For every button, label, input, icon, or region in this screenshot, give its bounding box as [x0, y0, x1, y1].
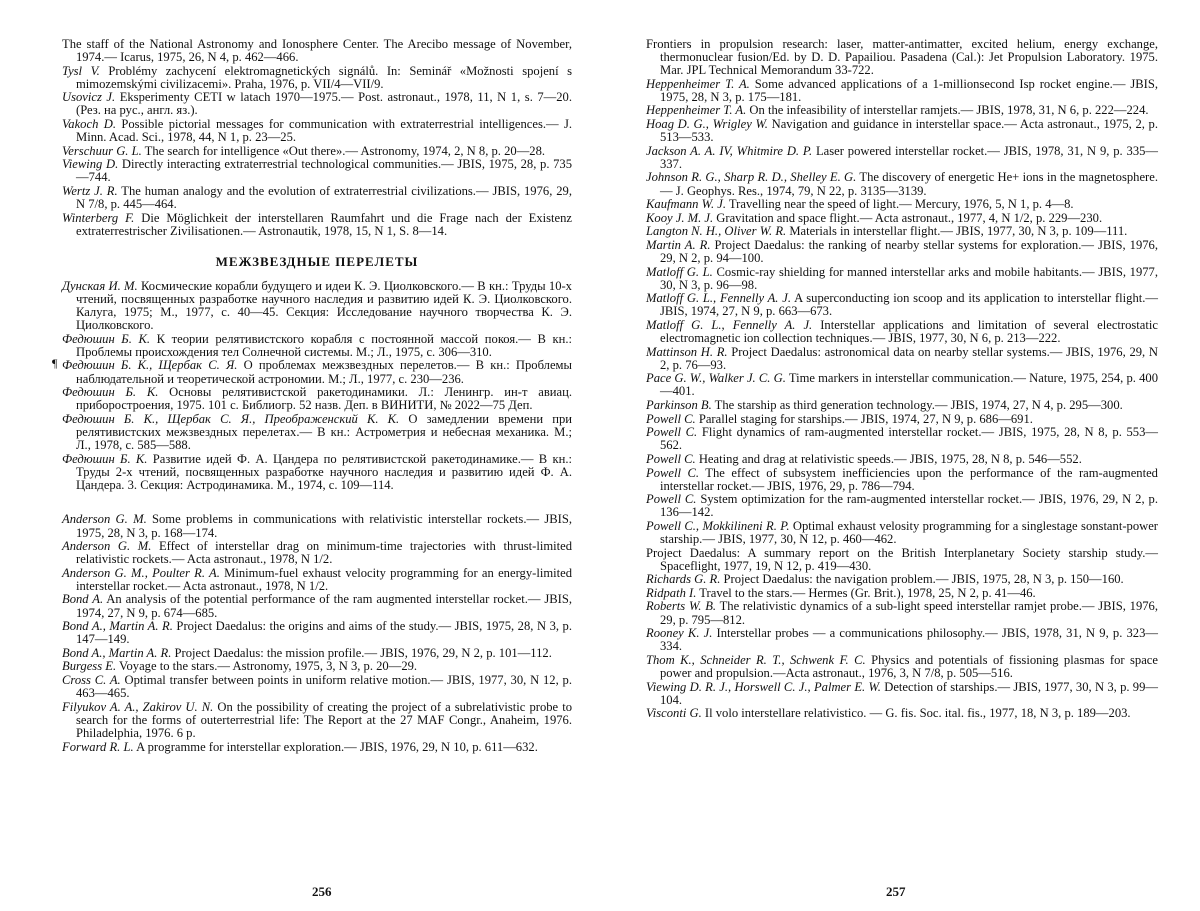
bibliography-entry — [646, 426, 1158, 452]
entry-author: Mattinson H. R. — [646, 344, 728, 359]
entry-author: Bond A. — [62, 592, 104, 607]
entry-author: Kooy J. M. J. — [646, 210, 714, 225]
entry-text: The search for intelligence «Out there».— Astronomy, 1974, 2, N 8, p. 20—28. — [141, 143, 546, 158]
bibliography-entry — [646, 372, 1158, 398]
bibliography-entry — [62, 212, 572, 238]
entry-author: Kaufmann W. J. — [646, 197, 726, 212]
entry-author: Powell C. — [646, 425, 698, 440]
bibliography-entry — [646, 467, 1158, 493]
entry-text: Physics and potentials of fissioning plasmas for space power and propulsion.—Acta astronaut., 1976, 3, N 7/8, p. 505—516. — [660, 652, 1158, 680]
bibliography-entry — [646, 453, 1158, 466]
bibliography-entry — [646, 118, 1158, 144]
entry-text: Project Daedalus: the ranking of nearby stellar systems for exploration.— JBIS, 1976, 29, N 2, p. 94—100. — [660, 237, 1158, 265]
entry-author: Федюшин Б. К. — [62, 451, 148, 466]
entry-text: System optimization for the ram-augmented interstellar rocket.— JBIS, 1976, 29, N 2, p. 136—142. — [660, 492, 1158, 520]
bibliography-entry — [646, 707, 1158, 720]
bibliography-entry — [62, 660, 572, 673]
bibliography-entry — [62, 185, 572, 211]
entry-author: Viewing D. R. J., Horswell C. J., Palmer E. W. — [646, 679, 881, 694]
entry-text: Die Möglichkeit der interstellaren Raumfahrt und die Frage nach der Existenz extraterrestrischer Zivilisationen.— Astronautik, 1978, 15, N 1, S. 8—14. — [76, 210, 572, 238]
bibliography-entry — [62, 91, 572, 117]
bibliography-entry — [62, 359, 572, 385]
entry-author: Powell C. — [646, 492, 697, 507]
entry-author: Winterberg F. — [62, 210, 135, 225]
entry-author: Matloff G. L. — [646, 264, 713, 279]
bibliography-entry — [646, 654, 1158, 680]
bibliography-entry — [62, 513, 572, 539]
bibliography-entry — [62, 567, 572, 593]
entry-text: Frontiers in propulsion research: laser, matter-antimatter, excited helium, energy exchange, thermonuclear fusion/Ed. by D. D. Papailiou. Pasadena (Cal.): Jet Propulsion Laboratory. 1975. Mar. JPL Technical Memorandum 33-722. — [646, 37, 1158, 78]
entry-author: Anderson G. M., Poulter R. A. — [62, 565, 220, 580]
entry-text: A superconducting ion scoop and its application to interstellar flight.— JBIS, 1974, 27, N 9, p. 663—673. — [660, 291, 1158, 319]
entry-text: Directly interacting extraterrestrial technological communities.— JBIS, 1975, 28, p. 735—744. — [76, 157, 573, 185]
entry-author: Powell C. — [646, 451, 696, 466]
left-page — [62, 38, 572, 754]
entry-text: Project Daedalus: A summary report on the British Interplanetary Society starship study.— Spaceflight, 1977, 19, N 12, p. 419—430. — [646, 545, 1158, 573]
entry-text: The relativistic dynamics of a sub-light speed interstellar ramjet probe.— JBIS, 1976, 29, p. 795—812. — [660, 599, 1158, 627]
bibliography-entry — [646, 627, 1158, 653]
bibliography-entry — [646, 225, 1158, 238]
entry-text: Interstellar applications and limitation of several electrostatic electromagnetic ion collection techniques.— JBIS, 1977, 30, N 6, p. 213—222. — [660, 317, 1158, 346]
entry-text: Il volo interstellare relativistico. — G. fis. Soc. ital. fis., 1977, 18, N 3, p. 189—203. — [701, 706, 1131, 721]
entry-author: Matloff G. L., Fennelly A. J. — [646, 317, 813, 332]
bibliography-entry — [646, 587, 1158, 600]
entry-author: Parkinson B. — [646, 398, 712, 413]
bibliography-entry — [62, 145, 572, 158]
bibliography-list-right — [646, 38, 1158, 720]
bibliography-entry — [646, 292, 1158, 318]
bibliography-entry — [62, 118, 572, 144]
entry-author: Johnson R. G., Sharp R. D., Shelley E. G. — [646, 170, 857, 185]
entry-text: Eksperimenty CETI w latach 1970—1975.— Post. astronaut., 1978, 11, N 1, s. 7—20. (Рез. на рус., англ. яз.). — [76, 90, 573, 118]
entry-text: Minimum-fuel exhaust velocity programming for an energy-limited interstellar rocket.— Acta astronaut., 1978, N 1/2. — [76, 565, 573, 593]
entry-text: An analysis of the potential performance of the ram augmented interstellar rocket.— JBIS, 1974, 27, N 9, p. 674—685. — [76, 592, 572, 620]
bibliography-entry — [646, 346, 1158, 372]
entry-text: Космические корабли будущего и идеи К. Э. Циолковского.— В кн.: Труды 10-х чтений, посвященных разработке научного наследия и развитию идей К. Э. Циолковского. Калуга, 1975; М., 1977, с. 40—45. Секция: Исследование научного творчества К. Э. Циолковского. — [76, 278, 572, 333]
entry-author: Richards G. R. — [646, 572, 721, 587]
entry-text: Voyage to the stars.— Astronomy, 1975, 3, N 3, p. 20—29. — [116, 659, 418, 674]
bibliography-entry — [62, 38, 572, 64]
bibliography-entry — [646, 600, 1158, 626]
entry-text: Project Daedalus: the origins and aims of the study.— JBIS, 1975, 28, N 3, p. 147—149. — [76, 619, 572, 647]
entry-author: Rooney K. J. — [646, 626, 713, 641]
entry-author: Martin A. R. — [646, 237, 711, 252]
bibliography-entry — [62, 540, 572, 566]
entry-text: Detection of starships.— JBIS, 1977, 30, N 3, p. 99—104. — [660, 679, 1158, 707]
bibliography-entry — [646, 681, 1158, 707]
bibliography-entry — [646, 319, 1158, 345]
entry-author: Pace G. W., Walker J. C. G. — [646, 371, 786, 386]
entry-text: Flight dynamics of ram-augmented interstellar rocket.— JBIS, 1975, 28, N 8, p. 553—562. — [660, 425, 1158, 453]
entry-text: Laser powered interstellar rocket.— JBIS, 1978, 31, N 9, p. 335—337. — [660, 143, 1159, 171]
bibliography-entry — [646, 104, 1158, 117]
bibliography-list-b — [62, 280, 572, 492]
entry-text: Effect of interstellar drag on minimum-time trajectories with thrust-limited relativistic rockets.— Acta astronaut., 1978, N 1/2. — [76, 539, 573, 567]
entry-author: Forward R. L. — [62, 739, 134, 754]
bibliography-entry — [62, 701, 572, 740]
bibliography-entry — [62, 741, 572, 754]
bibliography-entry — [62, 593, 572, 619]
entry-author: Burgess E. — [62, 659, 117, 674]
entry-author: Anderson G. M. — [62, 512, 147, 527]
margin-mark: ¶ — [52, 356, 58, 370]
bibliography-entry — [646, 38, 1158, 77]
entry-text: The discovery of energetic He+ ions in the magnetosphere.— J. Geophys. Res., 1974, 79, N 22, p. 3135—3139. — [660, 170, 1158, 198]
entry-author: Verschuur G. L. — [62, 143, 142, 158]
bibliography-list-c — [62, 513, 572, 753]
entry-author: Roberts W. B. — [646, 599, 717, 614]
bibliography-entry — [646, 212, 1158, 225]
bibliography-entry — [62, 65, 572, 91]
entry-author: Vakoch D. — [62, 117, 116, 132]
entry-author: Федюшин Б. К. — [62, 385, 159, 400]
entry-author: Федюшин Б. К., Щербак С. Я. — [62, 358, 238, 373]
entry-author: Hoag D. G., Wrigley W. — [646, 117, 768, 132]
bibliography-entry — [62, 333, 572, 359]
entry-author: Visconti G. — [646, 706, 702, 721]
entry-text: Optimal transfer between points in uniform relative motion.— JBIS, 1977, 30, N 12, p. 463—465. — [76, 673, 572, 701]
entry-text: Some advanced applications of a 1-millionsecond Isp rocket engine.— JBIS, 1975, 28, N 3, p. 175—181. — [660, 76, 1158, 104]
bibliography-entry — [646, 145, 1158, 171]
bibliography-entry — [646, 266, 1158, 292]
entry-text: Основы релятивистской ракетодинамики. Л.: Ленингр. ин-т авиац. приборостроения, 1975. 101 с. Библиогр. 52 назв. Деп. в ВИНИТИ, № 2022—75 Деп. — [76, 385, 572, 413]
entry-author: Федюшин Б. К., Щербак С. Я., Преображенский К. К. — [62, 411, 400, 426]
entry-author: Powell C. — [646, 411, 696, 426]
bibliography-entry — [646, 573, 1158, 586]
right-page — [646, 38, 1158, 721]
entry-author: Bond A., Martin A. R. — [62, 645, 172, 660]
entry-author: Heppenheimer T. A. — [646, 103, 747, 118]
bibliography-entry — [62, 280, 572, 332]
entry-author: Powell C., Mokkilineni R. P. — [646, 518, 790, 533]
entry-text: On the infeasibility of interstellar ramjets.— JBIS, 1978, 31, N 6, p. 222—224. — [746, 103, 1149, 118]
entry-author: Powell C. — [646, 465, 700, 480]
bibliography-entry — [646, 171, 1158, 197]
entry-text: Travelling near the speed of light.— Mercury, 1976, 5, N 1, p. 4—8. — [726, 197, 1074, 212]
entry-author: Дунская И. М. — [62, 278, 138, 293]
entry-author: Filyukov A. A., Zakirov U. N. — [62, 699, 214, 714]
entry-text: Cosmic-ray shielding for manned interstellar arks and mobile habitants.— JBIS, 1977, 30, N 3, p. 96—98. — [660, 264, 1158, 292]
bibliography-entry — [62, 674, 572, 700]
entry-text: Some problems in communications with relativistic interstellar rockets.— JBIS, 1975, 28, N 3, p. 168—174. — [76, 512, 572, 540]
entry-text: Project Daedalus: astronomical data on nearby stellar systems.— JBIS, 1976, 29, N 2, p. 76—93. — [660, 344, 1158, 372]
entry-text: Materials in interstellar flight.— JBIS, 1977, 30, N 3, p. 109—111. — [786, 224, 1128, 239]
bibliography-entry — [646, 493, 1158, 519]
entry-author: Usovicz J. — [62, 90, 116, 105]
entry-text: A programme for interstellar exploration.— JBIS, 1976, 29, N 10, p. 611—632. — [133, 739, 538, 754]
entry-text: The starship as third generation technology.— JBIS, 1974, 27, N 4, p. 295—300. — [711, 398, 1123, 413]
entry-text: Развитие идей Ф. А. Цандера по релятивистской ракетодинамике.— В кн.: Труды 2-х чтений, посвященных разработке научного наследия и развитию идей Ф. А. Цандера. 3. Секция: Астродинамика. М., 1974, с. 109—114. — [76, 451, 572, 492]
entry-text: О замедлении времени при релятивистских межзвездных перелетах.— В кн.: Астрометрия и небесная механика. М.; Л., 1978, с. 585—588. — [76, 411, 572, 453]
entry-text: Time markers in interstellar communication.— Nature, 1975, 254, p. 400—401. — [660, 371, 1158, 399]
entry-text: Project Daedalus: the navigation problem.— JBIS, 1975, 28, N 3, p. 150—160. — [720, 572, 1124, 587]
entry-author: Bond A., Martin A. R. — [62, 619, 173, 634]
entry-author: Thom K., Schneider R. T., Schwenk F. C. — [646, 652, 866, 667]
entry-text: The staff of the National Astronomy and Ionosphere Center. The Arecibo message of November, 1974.— Icarus, 1975, 26, N 4, p. 462—466. — [62, 37, 572, 65]
entry-author: Федюшин Б. К. — [62, 331, 150, 346]
entry-text: Optimal exhaust velosity programming for a singlestage sonstant-power starship.— JBIS, 1977, 30, N 12, p. 460—462. — [660, 518, 1158, 546]
entry-author: Viewing D. — [62, 157, 119, 172]
bibliography-entry — [62, 620, 572, 646]
bibliography-entry — [62, 386, 572, 412]
entry-author: Ridpath I. — [646, 585, 697, 600]
entry-author: Jackson A. A. IV, Whitmire D. P. — [646, 143, 813, 158]
entry-text: Navigation and guidance in interstellar space.— Acta astronaut., 1975, 2, p. 513—533. — [660, 117, 1158, 145]
entry-text: К теории релятивистского корабля с постоянной массой покоя.— В кн.: Проблемы происхождения тел Солнечной системы. М.; Л., 1975, с. 306—310. — [76, 331, 572, 359]
bibliography-entry — [646, 413, 1158, 426]
entry-text: Gravitation and space flight.— Acta astronaut., 1977, 4, N 1/2, p. 229—230. — [713, 210, 1103, 225]
entry-text: Project Daedalus: the mission profile.— JBIS, 1976, 29, N 2, p. 101—112. — [171, 645, 552, 660]
bibliography-entry — [646, 547, 1158, 573]
bibliography-list-a — [62, 38, 572, 238]
entry-author: Cross C. A. — [62, 673, 121, 688]
entry-text: On the possibility of creating the project of a subrelativistic probe to search for the forms of outerterrestrial life: The Report at the 27 MAF Congr., Anaheim, 1976. Philadelphia, 1976. 6 p. — [76, 699, 572, 740]
entry-text: The human analogy and the evolution of extraterrestrial civilizations.— JBIS, 1976, 29, N 7/8, p. 445—464. — [76, 184, 572, 212]
entry-text: Problémy zachycení elektromagnetických signálů. In: Seminář «Možnosti spojení s mimozemskými civilizacemi». Praha, 1976, p. VII/4—VII/9. — [76, 63, 572, 91]
bibliography-entry — [646, 198, 1158, 211]
page-number-left: 256 — [312, 884, 332, 899]
entry-text: Travel to the stars.— Hermes (Gr. Brit.), 1978, 25, N 2, p. 41—46. — [696, 585, 1036, 600]
page-number-right: 257 — [886, 884, 906, 899]
entry-author: Wertz J. R. — [62, 184, 118, 199]
entry-author: Matloff G. L., Fennelly A. J. — [646, 291, 791, 306]
bibliography-entry — [646, 399, 1158, 412]
entry-text: The effect of subsystem inefficiencies upon the performance of the ram-augmented interstellar rocket.— JBIS, 1976, 29, p. 786—794. — [660, 465, 1158, 493]
entry-author: Tysl V. — [62, 63, 100, 78]
entry-text: Interstellar probes — a communications philosophy.— JBIS, 1978, 31, N 9, p. 323—334. — [660, 626, 1158, 654]
bibliography-entry — [62, 453, 572, 492]
entry-author: Langton N. H., Oliver W. R. — [646, 224, 787, 239]
entry-text: Heating and drag at relativistic speeds.— JBIS, 1975, 28, N 8, p. 546—552. — [695, 451, 1082, 466]
entry-text: Parallel staging for starships.— JBIS, 1974, 27, N 9, p. 686—691. — [695, 411, 1033, 426]
bibliography-entry — [62, 647, 572, 660]
entry-author: Heppenheimer T. A. — [646, 76, 750, 91]
entry-text: О проблемах межзвездных перелетов.— В кн.: Проблемы наблюдательной и теоретической астрономии. М.; Л., 1977, с. 230—236. — [76, 358, 572, 386]
entry-author: Anderson G. M. — [62, 539, 152, 554]
section-gap — [62, 492, 572, 513]
bibliography-entry — [62, 158, 572, 184]
bibliography-entry — [646, 239, 1158, 265]
bibliography-entry — [62, 413, 572, 452]
section-title: МЕЖЗВЕЗДНЫЕ ПЕРЕЛЕТЫ — [215, 253, 419, 269]
bibliography-entry — [646, 520, 1158, 546]
entry-text: Possible pictorial messages for communication with extraterrestrial intelligences.— J. Minn. Acad. Sci., 1978, 44, N 1, p. 23—25. — [76, 117, 573, 145]
bibliography-entry — [646, 78, 1158, 104]
